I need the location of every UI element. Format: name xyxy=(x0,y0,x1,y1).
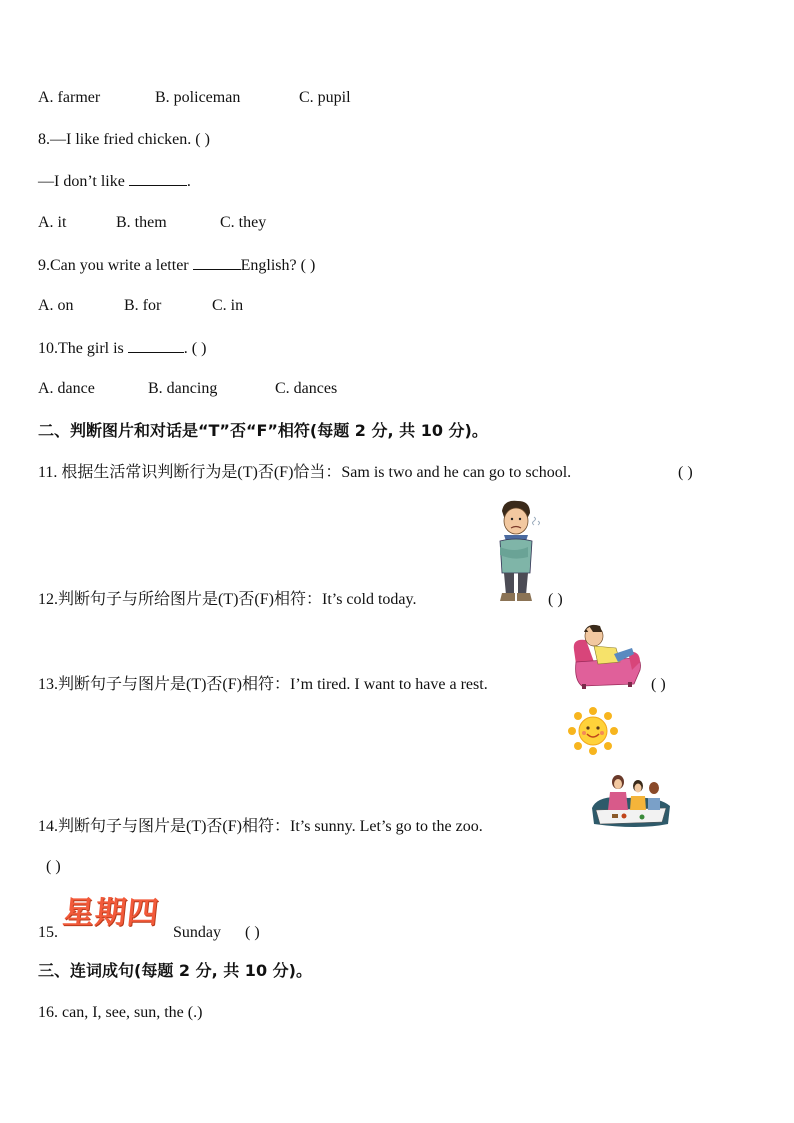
q9-option-c: C. in xyxy=(212,297,244,314)
q14-answer-paren: ( ) xyxy=(46,858,61,875)
q10-text: 10.The girl is xyxy=(38,340,124,357)
q9-question xyxy=(38,255,315,276)
q8-option-b: B. them xyxy=(116,214,167,231)
q15-answer-paren: ( ) xyxy=(245,924,260,941)
q8-option-a: A. it xyxy=(38,214,67,231)
q8-response xyxy=(38,171,191,192)
q7-option-c: C. pupil xyxy=(299,89,351,106)
q9-option-b: B. for xyxy=(124,297,162,314)
resting-boy-image xyxy=(568,618,644,690)
q7-option-a: A. farmer xyxy=(38,89,101,106)
section-3-heading: 三、连词成句(每题 2 分, 共 10 分)。 xyxy=(38,961,312,980)
q10-suffix: . ( ) xyxy=(183,340,207,357)
q12-answer-paren: ( ) xyxy=(548,591,563,608)
q8-question: 8.—I like fried chicken. ( ) xyxy=(38,131,210,148)
sun-image xyxy=(567,706,619,756)
q13-question: 13.判断句子与图片是(T)否(F)相符：I’m tired. I want to have a rest. xyxy=(38,676,488,693)
q8-period: . xyxy=(186,173,191,190)
q12-question: 12.判断句子与所给图片是(T)否(F)相符：It’s cold today. xyxy=(38,591,417,608)
q11-question: 11. 根据生活常识判断行为是(T)否(F)恰当：Sam is two and he can go to school. xyxy=(38,464,572,481)
thursday-image-text: 星期四 xyxy=(61,895,161,931)
q14-question: 14.判断句子与图片是(T)否(F)相符：It’s sunny. Let’s go to the zoo. xyxy=(38,818,483,835)
cold-boy-image xyxy=(488,497,544,607)
q13-answer-paren: ( ) xyxy=(651,676,666,693)
picnic-image xyxy=(588,770,674,830)
q8-option-c: C. they xyxy=(220,214,267,231)
q10-option-a: A. dance xyxy=(38,380,95,397)
q10-option-b: B. dancing xyxy=(148,380,218,397)
q15-number: 15. xyxy=(38,924,58,941)
q11-answer-paren: ( ) xyxy=(678,464,693,481)
q9-suffix: English? ( ) xyxy=(240,257,316,274)
q9-option-a: A. on xyxy=(38,297,74,314)
q7-option-b: B. policeman xyxy=(155,89,241,106)
section-2-heading: 二、判断图片和对话是“T”否“F”相符(每题 2 分, 共 10 分)。 xyxy=(38,421,488,440)
q16-question: 16. can, I, see, sun, the (.) xyxy=(38,1004,203,1021)
q9-blank xyxy=(193,255,241,270)
q15-word: Sunday xyxy=(173,924,221,941)
q10-blank xyxy=(128,338,184,353)
q8-blank xyxy=(129,171,187,186)
q10-question xyxy=(38,338,206,359)
q10-option-c: C. dances xyxy=(275,380,338,397)
thursday-word-image xyxy=(63,894,167,932)
q8-response-text: —I don’t like xyxy=(38,173,125,190)
q9-text: 9.Can you write a letter xyxy=(38,257,189,274)
